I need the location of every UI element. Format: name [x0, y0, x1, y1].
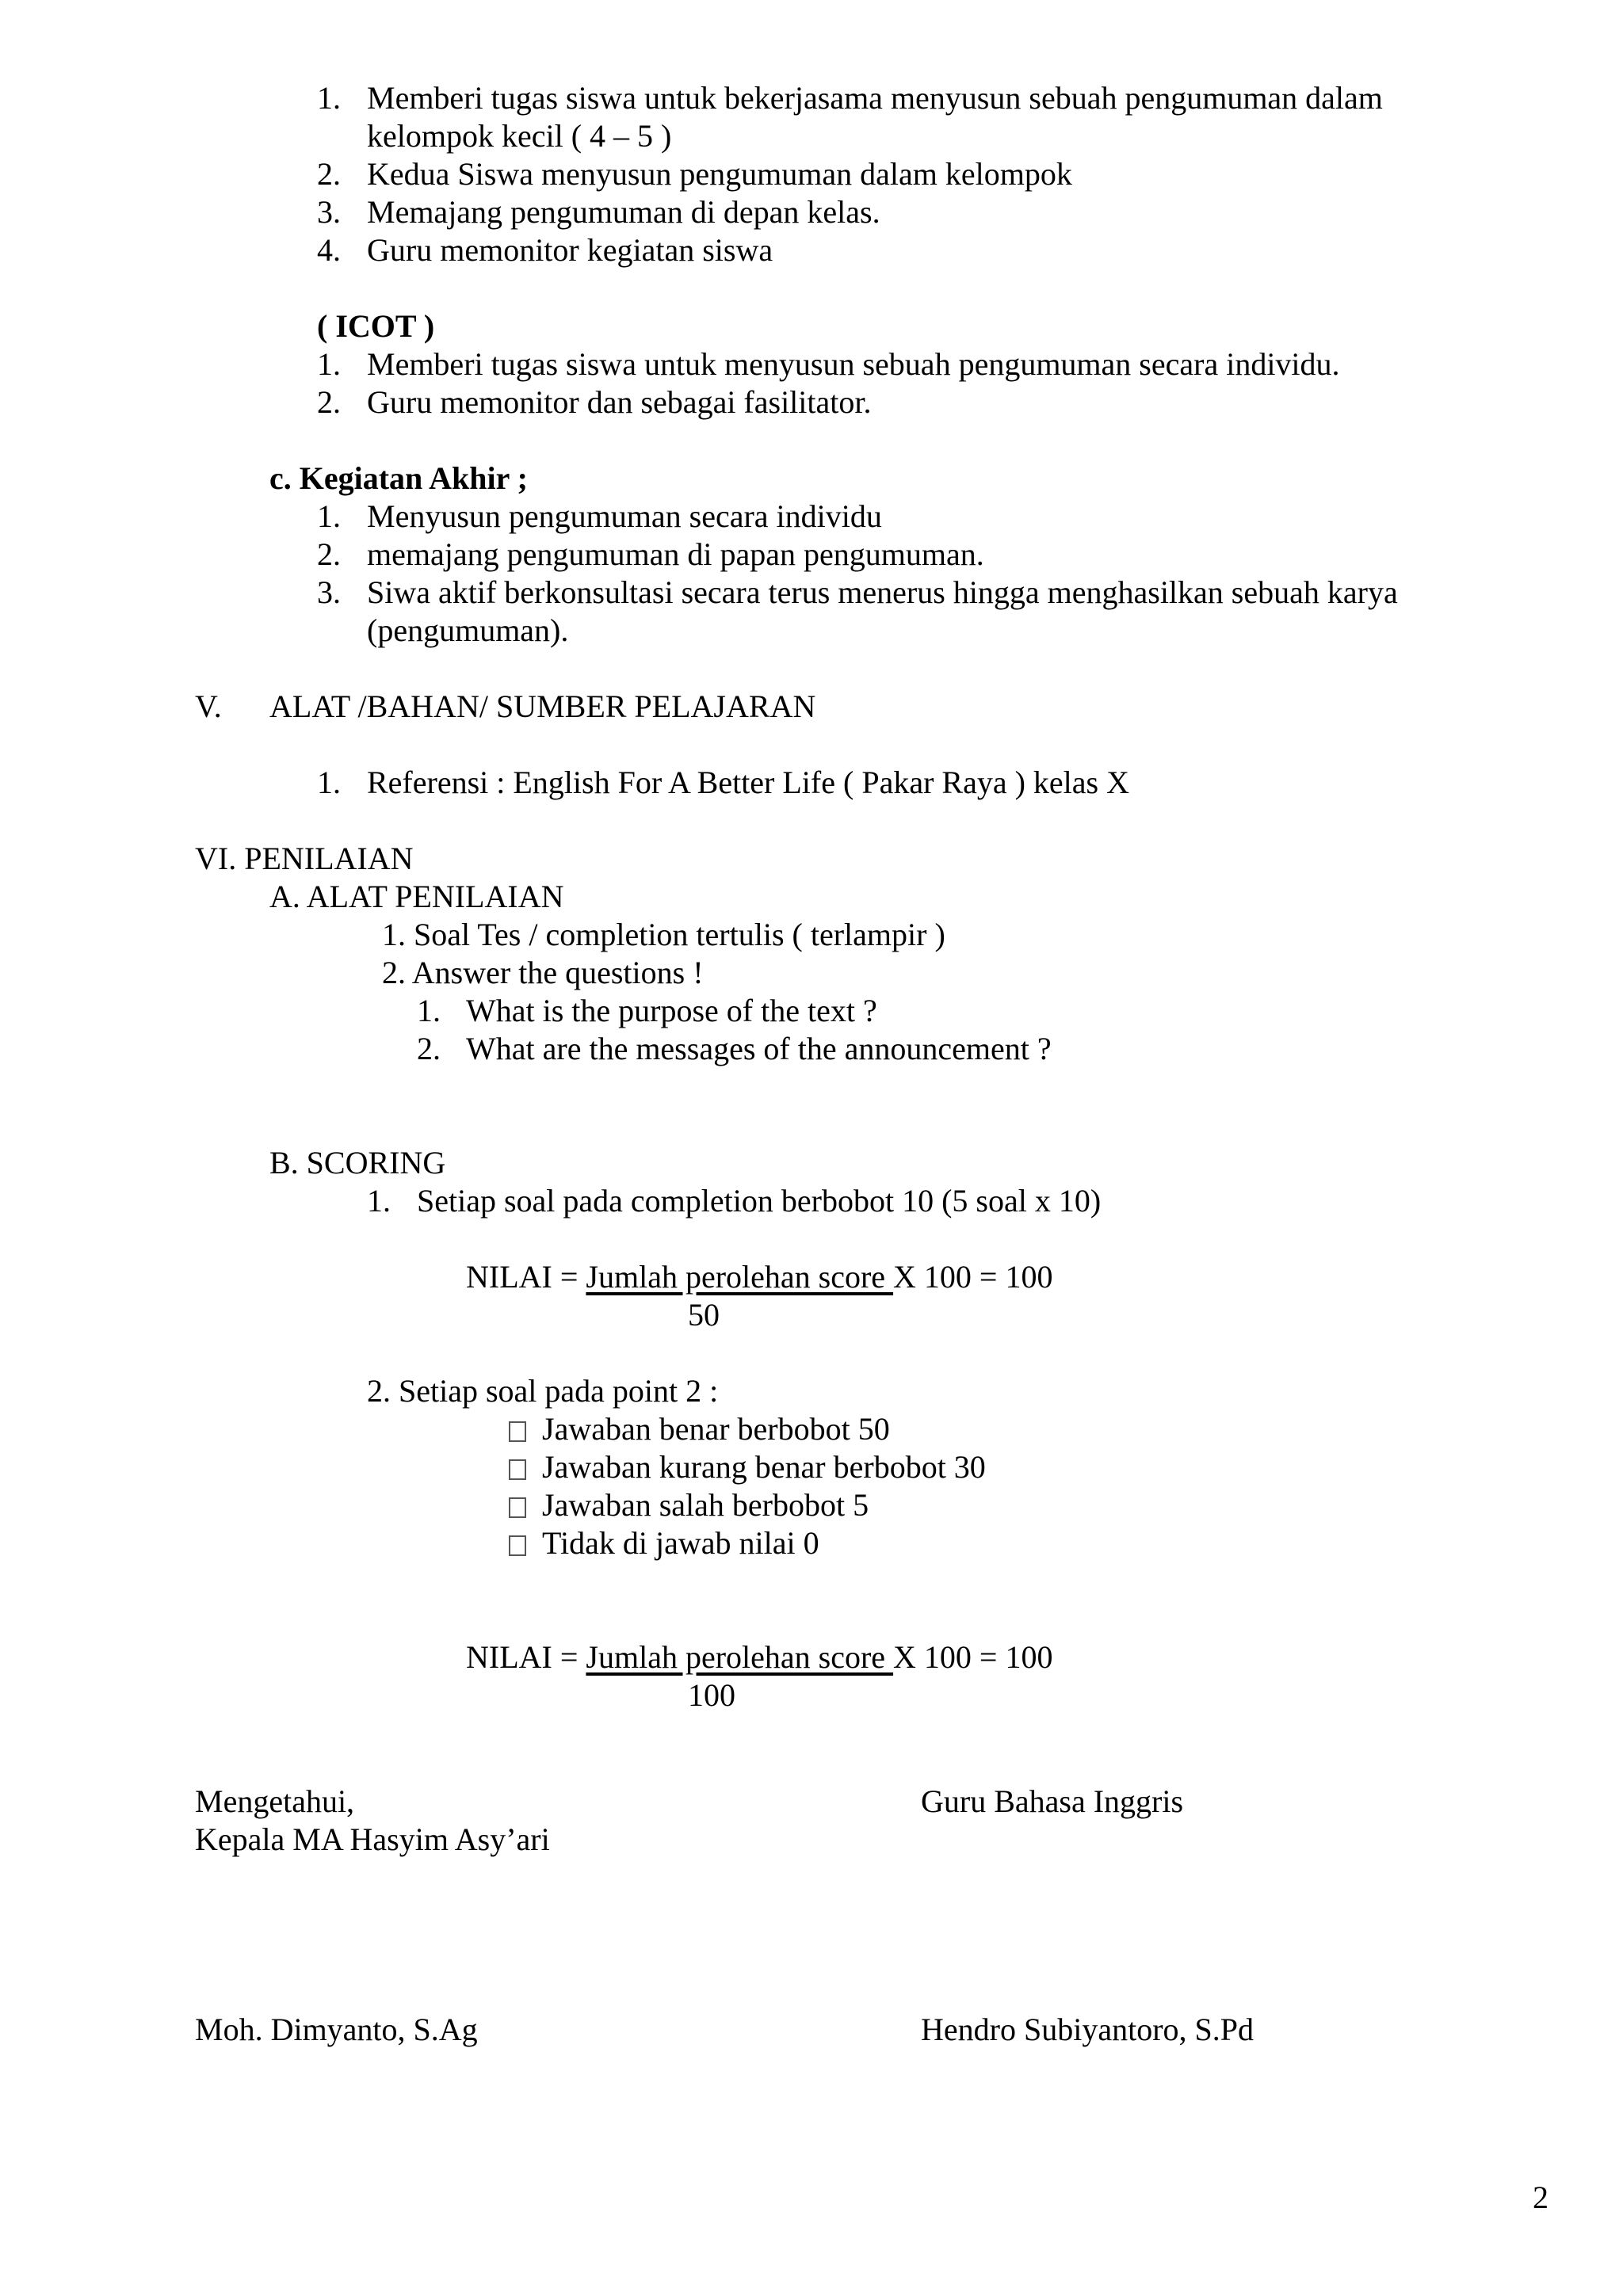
list-number: 3. [317, 194, 341, 230]
list-number: 1. [367, 1183, 391, 1219]
criteria-text: Jawaban salah berbobot 5 [542, 1487, 869, 1523]
list-item-text: Memberi tugas siswa untuk bekerjasama menyusun sebuah pengumuman dalam [367, 80, 1383, 116]
signature-right-line1: Guru Bahasa Inggris [921, 1783, 1184, 1819]
list-item-text: 2. Answer the questions ! [382, 955, 704, 990]
section-title: VI. PENILAIAN [195, 841, 414, 876]
question-text: What are the messages of the announcement ? [466, 1031, 1052, 1066]
list-item-text: Kedua Siswa menyusun pengumuman dalam kelompok [367, 156, 1072, 192]
list-number: 2. [317, 536, 341, 572]
list-item-text: Siwa aktif berkonsultasi secara terus menerus hingga menghasilkan sebuah karya [367, 574, 1398, 610]
list-number: 1. [317, 80, 341, 116]
criteria-item [509, 1524, 819, 1562]
checkbox-icon [509, 1497, 526, 1518]
question-text: What is the purpose of the text ? [466, 993, 877, 1028]
icot-heading: ( ICOT ) [317, 308, 435, 344]
list-item-text: kelompok kecil ( 4 – 5 ) [367, 118, 672, 154]
list-item-text: Memberi tugas siswa untuk menyusun sebuah pengumuman secara individu. [367, 346, 1340, 382]
list-item-text: 2. Setiap soal pada point 2 : [367, 1373, 719, 1409]
criteria-item [509, 1448, 986, 1486]
list-item-text: Referensi : English For A Better Life ( Pakar Raya ) kelas X [367, 765, 1129, 800]
checkbox-icon [509, 1535, 526, 1556]
list-number: 2. [317, 384, 341, 420]
list-number: 2. [317, 156, 341, 192]
list-item-text: Menyusun pengumuman secara individu [367, 498, 882, 534]
section-number: V. [195, 688, 222, 724]
formula-suffix: X 100 = 100 [893, 1259, 1053, 1295]
list-item-text: Setiap soal pada completion berbobot 10 (5 soal x 10) [417, 1183, 1102, 1219]
list-number: 4. [317, 232, 341, 268]
subsection-title: B. SCORING [269, 1145, 446, 1180]
formula-prefix: NILAI = [466, 1259, 586, 1295]
criteria-text: Jawaban benar berbobot 50 [542, 1411, 890, 1447]
signature-left-line2: Kepala MA Hasyim Asy’ari [195, 1821, 550, 1857]
criteria-text: Jawaban kurang benar berbobot 30 [542, 1449, 986, 1485]
formula-prefix: NILAI = [466, 1639, 586, 1675]
list-number: 1. [317, 498, 341, 534]
signature-right-name: Hendro Subiyantoro, S.Pd [921, 2012, 1254, 2047]
list-item-text: Memajang pengumuman di depan kelas. [367, 194, 880, 230]
formula-denominator: 100 [688, 1677, 735, 1713]
checkbox-icon [509, 1421, 526, 1442]
formula-suffix: X 100 = 100 [893, 1639, 1053, 1675]
list-number: 1. [317, 765, 341, 800]
signature-left-name: Moh. Dimyanto, S.Ag [195, 2012, 478, 2047]
criteria-text: Tidak di jawab nilai 0 [542, 1525, 819, 1561]
list-number: 3. [317, 574, 341, 610]
list-item-text: memajang pengumuman di papan pengumuman. [367, 536, 984, 572]
subsection-title: A. ALAT PENILAIAN [269, 879, 564, 914]
formula-line [466, 1258, 1053, 1296]
list-item-text: (pengumuman). [367, 612, 569, 648]
signature-left-line1: Mengetahui, [195, 1783, 355, 1819]
list-item-text: Guru memonitor dan sebagai fasilitator. [367, 384, 872, 420]
formula-numerator: Jumlah perolehan score [586, 1259, 894, 1295]
list-number: 2. [417, 1031, 441, 1066]
list-number: 1. [317, 346, 341, 382]
list-number: 1. [417, 993, 441, 1028]
criteria-item [509, 1410, 890, 1448]
kegiatan-akhir-heading: c. Kegiatan Akhir ; [269, 460, 528, 496]
list-item-text: Guru memonitor kegiatan siswa [367, 232, 773, 268]
section-title: ALAT /BAHAN/ SUMBER PELAJARAN [269, 688, 816, 724]
formula-line [466, 1638, 1053, 1676]
criteria-item [509, 1486, 869, 1524]
checkbox-icon [509, 1459, 526, 1480]
formula-numerator: Jumlah perolehan score [586, 1639, 894, 1675]
page-number: 2 [1533, 2180, 1549, 2215]
list-item-text: 1. Soal Tes / completion tertulis ( terlampir ) [382, 917, 945, 952]
formula-denominator: 50 [688, 1297, 720, 1333]
